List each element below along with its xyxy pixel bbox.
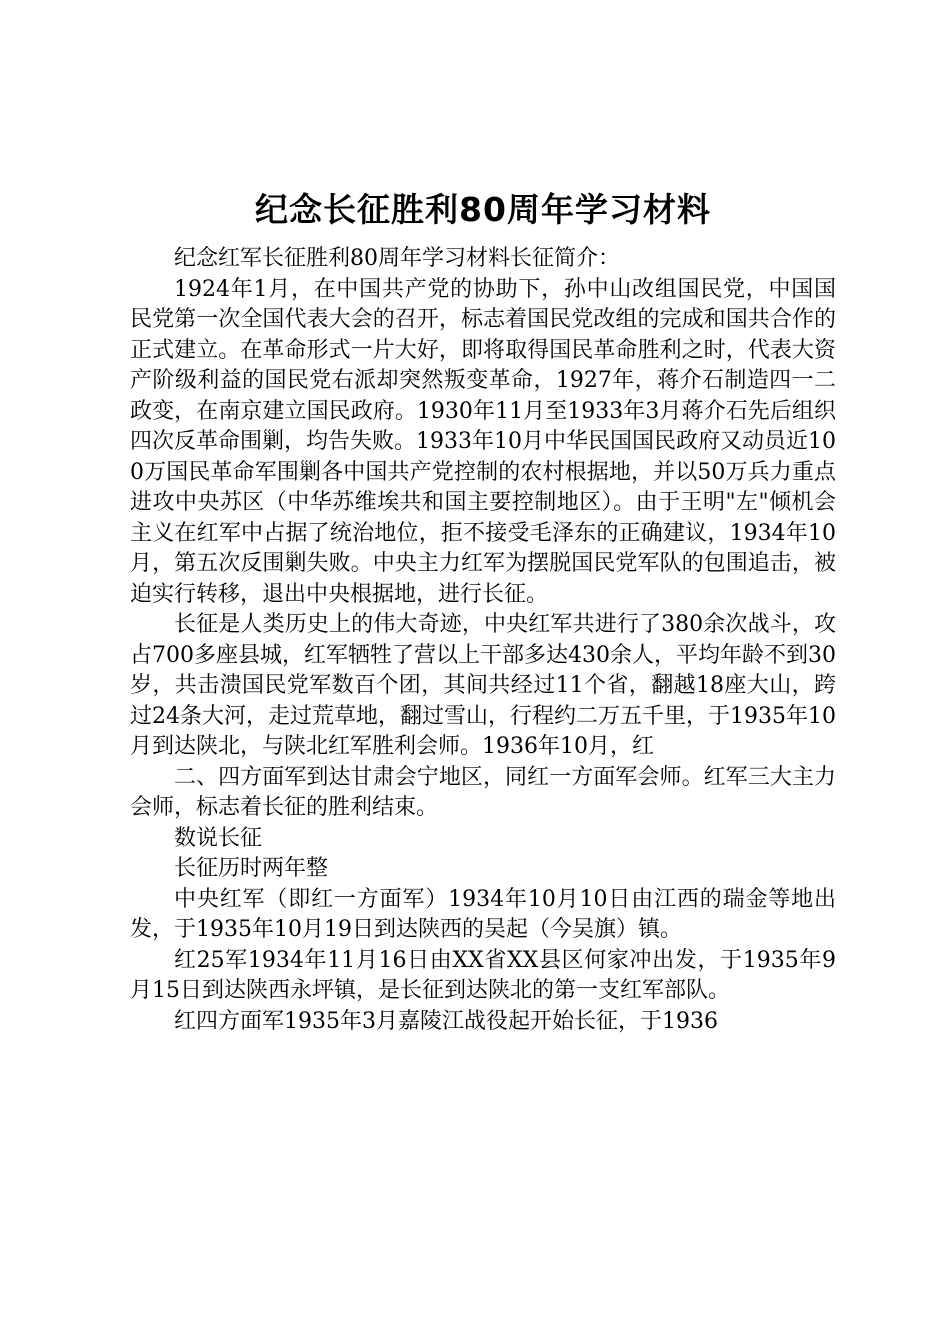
paragraph-intro-heading: 纪念红军长征胜利80周年学习材料长征简介： bbox=[174, 246, 620, 271]
paragraph-background: 1924年1月，在中国共产党的协助下，孙中山改组国民党，中国国民党第一次全国代表大会的召开，标志着国民党改组的完成和国共合作的正式建立。在革命形式一片大好，即将取得国民革命胜利之时，代表大资产阶级利益的国民党右派却突然叛变革命，1927年，蒋介石制造四一二政变，在南京建立国民政府。1930年11月至1933年3月蒋介石先后组织四次反革命围剿，均告失败。1933年10月中华民国国民政府又动员近100万国民革命军围剿各中国共产党控制的农村根据地，并以50万兵力重点进攻中央苏区（中华苏维埃共和国主要控制地区）。由于王明"左"倾机会主义在红军中占据了统治地位，拒不接受毛泽东的正确建议，1934年10月，第五次反围剿失败。中央主力红军为摆脱国民党军队的包围追击，被迫实行转移，退出中央根据地，进行长征。 bbox=[130, 276, 836, 607]
paragraph-reunion: 二、四方面军到达甘肃会宁地区，同红一方面军会师。红军三大主力会师，标志着长征的胜利结束。 bbox=[130, 764, 836, 820]
paragraph-long-march-miracle: 长征是人类历史上的伟大奇迹，中央红军共进行了380余次战斗，攻占700多座县城，红军牺牲了营以上干部多达430余人，平均年龄不到30岁，共击溃国民党军数百个团，其间共经过11个省，翻越18座大山，跨过24条大河，走过荒草地，翻过雪山，行程约二万五千里，于1935年10月到达陕北，与陕北红军胜利会师。1936年10月，红 bbox=[130, 612, 836, 759]
paragraph-central-red-army: 中央红军（即红一方面军）1934年10月10日由江西的瑞金等地出发，于1935年10月19日到达陕西的吴起（今吴旗）镇。 bbox=[130, 886, 836, 942]
document-body bbox=[130, 188, 836, 1037]
section-heading-duration: 长征历时两年整 bbox=[174, 856, 329, 881]
document-title: 纪念长征胜利80周年学习材料 bbox=[255, 190, 711, 229]
paragraph-fourth-front-army: 红四方面军1935年3月嘉陵江战役起开始长征，于1936 bbox=[174, 1008, 718, 1034]
section-heading-numbers: 数说长征 bbox=[174, 825, 263, 851]
paragraph-red-25th-army: 红25军1934年11月16日由XX省XX县区何家冲出发，于1935年9月15日到达陕西永坪镇，是长征到达陕北的第一支红军部队。 bbox=[130, 947, 836, 1003]
